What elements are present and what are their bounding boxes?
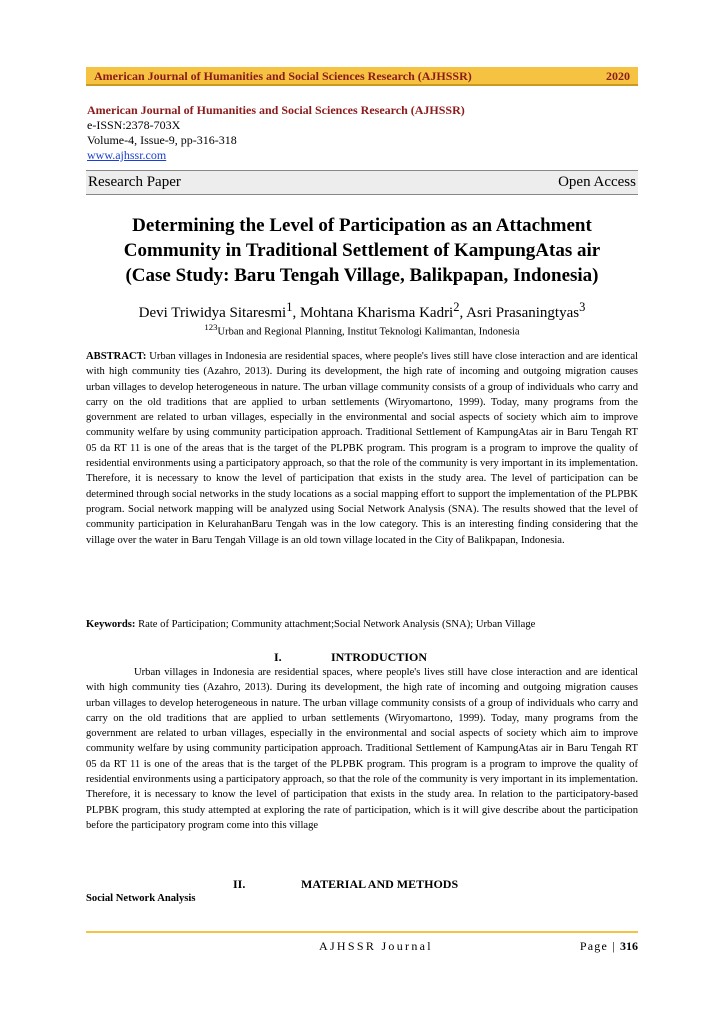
keywords-label: Keywords: bbox=[86, 619, 136, 630]
header-journal-title: American Journal of Humanities and Social Sciences Research (AJHSSR) bbox=[94, 69, 472, 83]
section-number: I. bbox=[274, 650, 282, 664]
footer-divider bbox=[86, 931, 638, 933]
author-sup: 2 bbox=[453, 300, 460, 314]
author-sup: 1 bbox=[286, 300, 293, 314]
abstract-label: ABSTRACT: bbox=[86, 351, 147, 362]
author-name: Mohtana Kharisma Kadri bbox=[299, 305, 454, 321]
footer-journal-name: AJHSSR Journal bbox=[319, 939, 433, 953]
meta-volume: Volume-4, Issue-9, pp-316-318 bbox=[87, 133, 237, 147]
title-line: Community in Traditional Settlement of KampungAtas air bbox=[123, 240, 601, 261]
author-name: Asri Prasaningtyas bbox=[466, 305, 580, 321]
author-name: Devi Triwidya Sitaresmi bbox=[138, 305, 287, 321]
page-number: 316 bbox=[620, 939, 638, 953]
affiliation-sup: 123 bbox=[204, 322, 218, 332]
title-line: Determining the Level of Participation as an Attachment bbox=[132, 215, 592, 236]
title-line: (Case Study: Baru Tengah Village, Balikpapan, Indonesia) bbox=[125, 265, 599, 286]
journal-header-band bbox=[86, 67, 638, 86]
footer-page-number bbox=[580, 939, 638, 954]
author-list bbox=[86, 300, 638, 322]
section-heading-introduction: INTRODUCTION bbox=[331, 650, 428, 664]
author-separator: , bbox=[292, 305, 300, 321]
subsection-heading: Social Network Analysis bbox=[86, 893, 196, 904]
meta-issn: e-ISSN:2378-703X bbox=[87, 118, 181, 132]
journal-website-link[interactable]: www.ajhssr.com bbox=[87, 148, 167, 162]
author-separator: , bbox=[459, 305, 467, 321]
article-type-bar bbox=[86, 170, 638, 195]
introduction-paragraph: Urban villages in Indonesia are residential spaces, where people's lives still have close interaction and are identical with high community ties (Azahro, 2013). During its development, the high rate of incoming and outgoing migration causes urban villages to develop heterogeneous in nature. The urban village community consists of a group of individuals who carry and carry on the old traditions that are applied to urban settlements (Wiryomartono, 1999). Today, many programs from the government are related to urban villages, especially in the environmental and social aspects of society which aim to improve community welfare by using community participation approach. Traditional Settlement of KampungAtas air in Baru Tengah RT 05 da RT 11 is one of the areas that is the target of the PLPBK program. This program is a program to improve the quality of residential environments using a participatory approach, so that the role of the community is very important in its implementation. Therefore, it is necessary to know the level of participation that exists in the study area. In relation to the participatory-based PLPBK program, this study attempted at exploring the rate of participation, which is it will give describe about the participation before the participatory program come into this village bbox=[86, 667, 638, 831]
paper-title bbox=[86, 213, 638, 288]
affiliation-text: Urban and Regional Planning, Institut Teknologi Kalimantan, Indonesia bbox=[217, 326, 520, 338]
header-year: 2020 bbox=[606, 69, 630, 83]
affiliation bbox=[86, 322, 638, 338]
page-label: Page | bbox=[579, 939, 620, 953]
keywords-text: Rate of Participation; Community attachment;Social Network Analysis (SNA); Urban Village bbox=[135, 619, 536, 630]
abstract-text: Urban villages in Indonesia are residential spaces, where people's lives still have close interaction and are identical with high community ties (Azahro, 2013). During its development, the high rate of incoming and outgoing migration causes urban villages to develop heterogeneous in nature. The urban village community consists of a group of individuals who carry and carry on the old traditions that are applied to urban settlements (Wiryomartono, 1999). Today, many programs from the government are related to urban villages, especially in the environmental and social aspects of society which aim to improve community welfare by using community participation approach. Traditional Settlement of KampungAtas air in Baru Tengah RT 05 da RT 11 is one of the areas that is the target of the PLPBK program. This program is a program to improve the quality of residential environments using a participatory approach, so that the role of the community is very important in its implementation. Therefore, it is necessary to know the level of participation that exists in the study area. The level of participation can be determined through social networks in the study locations as a social mapping effort to support the implementation of the PLPBK program. Social network mapping will be analyzed using Social Network Analysis (SNA). The results showed that the level of community participation in KelurahanBaru Tengah was in the low category. This is an interesting finding considering that the village over the water in Baru Tengah Village is an old town village located in the City of Balikpapan, Indonesia. bbox=[86, 351, 638, 546]
section-number: II. bbox=[233, 877, 246, 891]
section-heading-methods: MATERIAL AND METHODS bbox=[301, 877, 459, 891]
open-access-label: Open Access bbox=[558, 174, 636, 190]
article-type-label: Research Paper bbox=[88, 174, 181, 190]
author-sup: 3 bbox=[579, 300, 586, 314]
keywords bbox=[86, 617, 638, 632]
abstract bbox=[86, 349, 638, 548]
meta-journal-name: American Journal of Humanities and Social Sciences Research (AJHSSR) bbox=[87, 103, 465, 117]
